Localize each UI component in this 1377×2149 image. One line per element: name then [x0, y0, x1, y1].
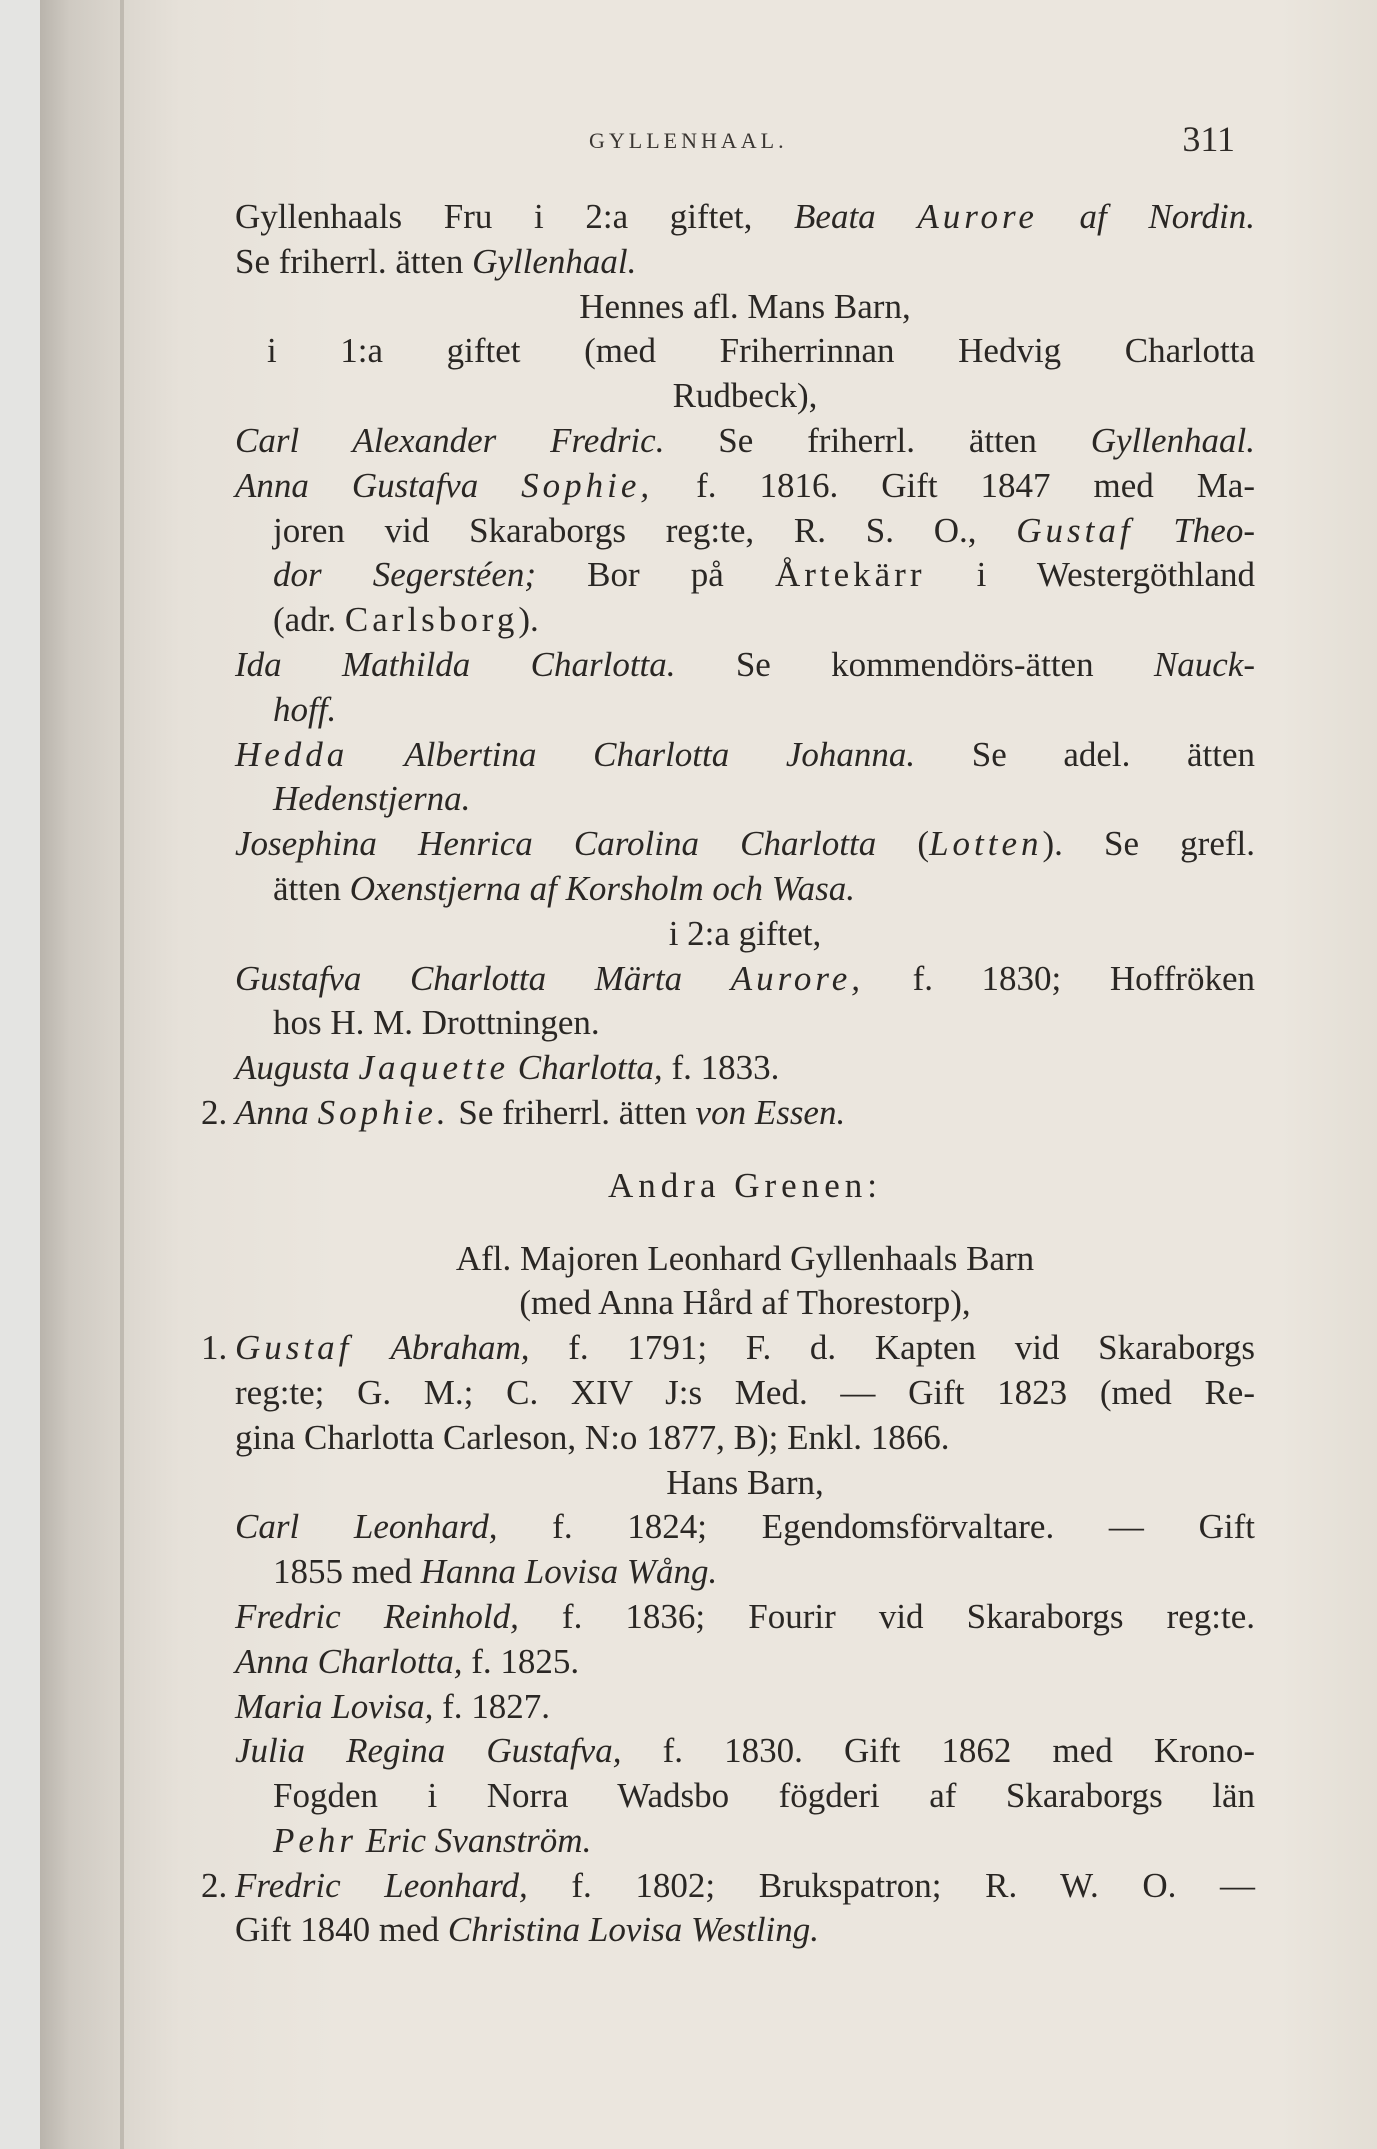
text-run: Carl Alexander Fredric.	[235, 420, 665, 460]
text-run: Oxenstjerna af Korsholm och Wasa.	[349, 868, 856, 908]
text-run: Se friherrl. ätten	[449, 1092, 696, 1132]
text-run: Sophie,	[521, 465, 654, 505]
text-run: Charlotta,	[509, 1048, 663, 1088]
text-run: ).	[518, 600, 539, 640]
entry-number: 1.	[201, 1328, 228, 1368]
text-line	[235, 1819, 1255, 1864]
text-run: Josephina Henrica Carolina Charlotta	[235, 824, 877, 864]
text-run: Se kommendörs-ätten	[675, 644, 1154, 684]
text-line: Hans Barn,	[666, 1462, 824, 1502]
spacer	[235, 1136, 1255, 1164]
entry-number: 2.	[201, 1092, 228, 1132]
text-line	[235, 464, 1255, 509]
text-run: Gustaf	[1016, 510, 1134, 550]
text-run: f. 1830; Hoffröken	[864, 958, 1255, 998]
text-run: Albertina Charlotta Johanna.	[348, 734, 916, 774]
text-run: Se friherrl. ätten	[664, 420, 1091, 460]
running-head	[235, 118, 1255, 168]
text-run: f. 1824; Egendomsförvaltare. — Gift	[497, 1507, 1255, 1547]
text-run: Ida Mathilda Charlotta.	[235, 644, 676, 684]
text-line	[235, 867, 1255, 912]
text-line: Hennes afl. Mans Barn,	[579, 286, 911, 326]
body-text	[201, 195, 1256, 1953]
text-run: f. 1833.	[662, 1048, 780, 1088]
text-line: i 1:a giftet (med Friherrinnan Hedvig Charlotta	[267, 331, 1255, 371]
text-run: Gustafva Charlotta Märta	[235, 958, 731, 998]
text-line: Rudbeck),	[672, 376, 818, 416]
text-run: Anna Charlotta,	[235, 1641, 463, 1681]
text-run: Eric Svanström.	[357, 1820, 592, 1860]
text-line	[235, 1505, 1255, 1550]
text-run: f. 1827.	[433, 1686, 551, 1726]
text-run: f. 1791; F. d. Kapten vid Skaraborgs	[529, 1328, 1255, 1368]
text-run: Fredric Reinhold,	[235, 1596, 519, 1636]
text-line	[235, 419, 1255, 464]
text-run: f. 1830. Gift 1862 med Krono-	[621, 1731, 1255, 1771]
text-run: Hedenstjerna.	[273, 779, 471, 819]
text-line	[235, 195, 1255, 240]
text-line	[235, 1908, 1255, 1953]
text-run: 1855 med	[273, 1552, 421, 1592]
page-number: 311	[1182, 119, 1235, 159]
text-line	[235, 553, 1255, 598]
text-run: ). Se grefl.	[1042, 824, 1256, 864]
text-run: Maria Lovisa,	[235, 1686, 434, 1726]
text-line	[235, 777, 1255, 822]
entry-number: 2.	[201, 1865, 228, 1905]
text-run: ätten	[273, 868, 350, 908]
text-run: Se adel. ätten	[915, 734, 1255, 774]
text-line	[235, 509, 1255, 554]
text-run: Gift 1840 med	[235, 1910, 448, 1950]
text-run: Bor på	[536, 555, 775, 595]
text-run: Christina Lovisa Westling.	[447, 1910, 820, 1950]
text-run: Theo-	[1133, 510, 1255, 550]
text-line: gina Charlotta Carleson, N:o 1877, B); Enkl. 1866.	[235, 1417, 950, 1457]
page-spine-shadow	[120, 0, 124, 2149]
text-line	[235, 643, 1255, 688]
text-run: Carl Leonhard,	[235, 1507, 498, 1547]
text-run: f. 1825.	[462, 1641, 580, 1681]
book-page	[40, 0, 1377, 2149]
text-line	[201, 1091, 1255, 1136]
text-line	[235, 688, 1255, 733]
text-run: Abraham,	[352, 1328, 530, 1368]
text-line	[235, 957, 1255, 1002]
text-line	[235, 1550, 1255, 1595]
text-line	[235, 733, 1255, 778]
text-run: Aurore	[917, 197, 1038, 236]
text-run: Augusta	[235, 1048, 359, 1088]
text-run: Gyllenhaals Fru i 2:a giftet,	[235, 197, 795, 236]
text-run: joren vid Skaraborgs reg:te, R. S. O.,	[273, 510, 1017, 550]
text-line	[235, 1640, 1255, 1685]
text-run: Anna	[235, 1092, 318, 1132]
text-line	[201, 1326, 1255, 1371]
text-run: (	[876, 824, 930, 864]
scan-margin	[0, 0, 40, 2149]
text-line: Fogden i Norra Wadsbo fögderi af Skaraborgs län	[273, 1776, 1255, 1816]
text-run: f. 1802; Brukspatron; R. W. O. —	[527, 1865, 1255, 1905]
text-run: Gustaf	[235, 1328, 353, 1368]
text-run: Carlsborg	[344, 600, 519, 640]
text-run: f. 1816. Gift 1847 med Ma-	[653, 465, 1255, 505]
text-run: Fredric Leonhard,	[235, 1865, 528, 1905]
text-line	[235, 1595, 1255, 1640]
text-line	[235, 1729, 1255, 1774]
text-run: i Westergöthland	[925, 555, 1255, 595]
text-run: Jaquette	[358, 1048, 510, 1088]
text-run: Se friherrl. ätten	[235, 241, 473, 281]
text-run: Lotten	[929, 824, 1043, 864]
text-run: Hanna Lovisa Wång.	[420, 1552, 718, 1592]
text-run: Årtekärr	[774, 555, 926, 595]
text-line: hos H. M. Drottningen.	[273, 1003, 600, 1043]
text-run: Beata	[794, 197, 918, 236]
text-line: i 2:a giftet,	[668, 913, 822, 953]
text-run: f. 1836; Fourir vid Skaraborgs reg:te.	[518, 1596, 1255, 1636]
text-line	[235, 1046, 1255, 1091]
text-run: Aurore,	[730, 958, 865, 998]
text-line: reg:te; G. M.; C. XIV J:s Med. — Gift 1823 (med Re-	[235, 1372, 1255, 1412]
text-run: Pehr	[273, 1820, 358, 1860]
text-run: af Nordin.	[1037, 197, 1256, 236]
text-run: Sophie.	[317, 1092, 450, 1132]
text-line	[235, 598, 1255, 643]
text-run: Anna Gustafva	[235, 465, 522, 505]
text-run: Hedda	[235, 734, 349, 774]
section-heading: Andra Grenen:	[608, 1165, 882, 1205]
spacer	[235, 1209, 1255, 1237]
text-run: (adr.	[273, 600, 345, 640]
text-run: Gyllenhaal.	[472, 241, 637, 281]
text-line	[235, 240, 1255, 285]
text-line: (med Anna Hård af Thorestorp),	[519, 1283, 971, 1323]
running-title: GYLLENHAAL.	[589, 128, 788, 153]
text-run: Gyllenhaal.	[1090, 420, 1255, 460]
text-run: Nauck-	[1153, 644, 1255, 684]
text-line	[235, 1685, 1255, 1730]
text-run: hoff.	[273, 689, 337, 729]
text-run: Julia Regina Gustafva,	[235, 1731, 622, 1771]
text-run: dor Segerstéen;	[273, 555, 537, 595]
text-line	[235, 822, 1255, 867]
text-line	[201, 1864, 1255, 1909]
text-line: Afl. Majoren Leonhard Gyllenhaals Barn	[455, 1238, 1035, 1278]
text-run: von Essen.	[695, 1092, 846, 1132]
